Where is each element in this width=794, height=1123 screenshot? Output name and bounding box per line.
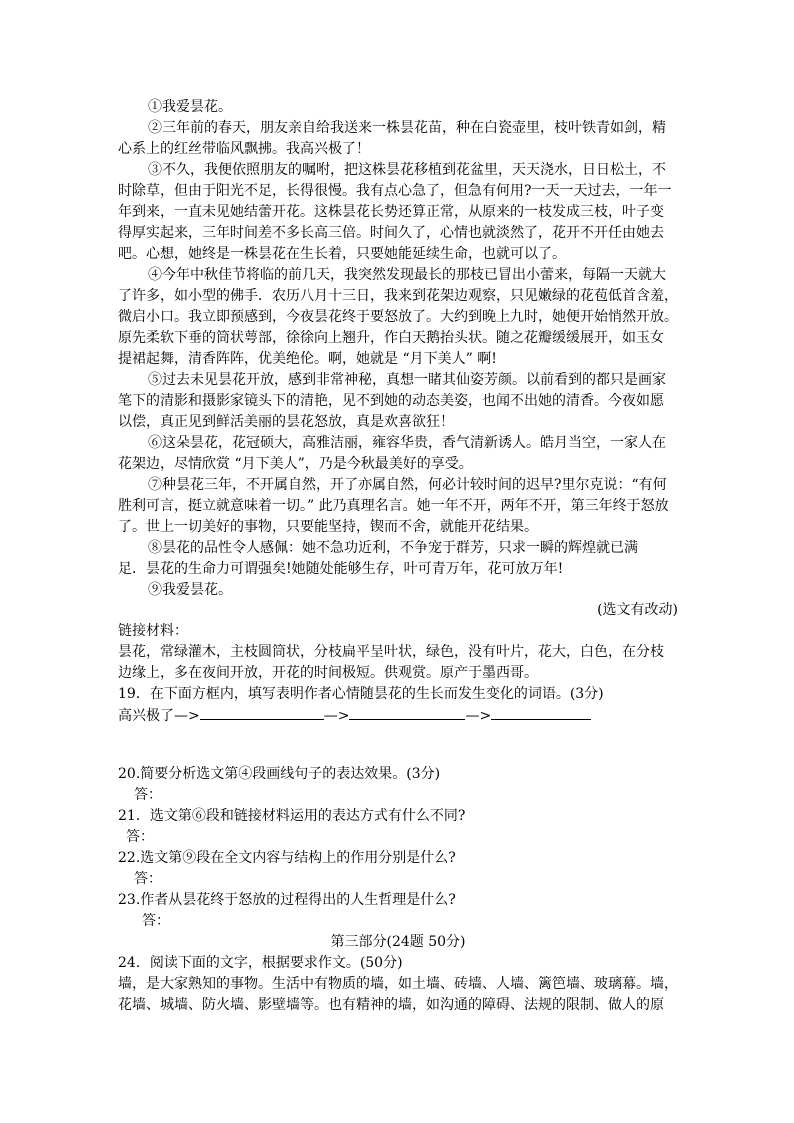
question-20-answer: 答： (134, 787, 162, 803)
paragraph-8-line-2: 足．昙花的生命力可谓强矣!她随处能够生存，叶可青万年，花可放万年! (118, 561, 564, 577)
link-material-label: 链接材料： (118, 623, 188, 639)
paragraph-4-line-2: 了许多，如小型的佛手．农历八月十三日，我来到花架边观察，只见嫩绿的花苞低首含羞， (118, 288, 678, 304)
part-3-heading: 第三部分(24题 50分) (330, 934, 466, 950)
question-23: 23.作者从昙花终于怒放的过程得出的人生哲理是什么? (118, 892, 456, 908)
link-material-line-1: 昙花，常绿灌木，主枝圆筒状，分枝扁平呈叶状，绿色，没有叶片，花大，白色，在分枝 (118, 644, 664, 660)
paragraph-5-line-1: ⑤过去未见昙花开放，感到非常神秘，真想一睹其仙姿芳颜。以前看到的都只是画家 (148, 372, 666, 388)
arrow-1: —> (323, 708, 350, 724)
paragraph-7-line-1: ⑦种昙花三年，不开属自然，开了亦属自然，何必计较时间的迟早?里尔克说：“有何 (148, 477, 667, 493)
arrow-2: —> (465, 708, 492, 724)
question-19: 19．在下面方框内，填写表明作者心情随昙花的生长而发生变化的词语。(3分) (118, 686, 604, 702)
paragraph-9: ⑨我爱昙花。 (148, 582, 232, 598)
source-note: (选文有改动) (597, 602, 678, 618)
paragraph-5-line-3: 以偿，真正见到鲜活美丽的昙花怒放，真是欢喜欲狂！ (118, 414, 454, 430)
paragraph-2-line-2: 心系上的红丝带临风飘拂。我高兴极了！ (118, 141, 370, 157)
question-23-answer: 答： (142, 913, 170, 929)
question-20: 20.简要分析选文第④段画线句子的表达效果。(3分) (118, 766, 441, 782)
paragraph-3-line-3: 年到来，一直未见她结蕾开花。这株昙花长势还算正常，从原来的一枝发成三枝，叶子变 (118, 204, 664, 220)
paragraph-6-line-1: ⑥这朵昙花，花冠硕大，高雅洁丽，雍容华贵，香气清新诱人。皓月当空，一家人在 (148, 435, 666, 451)
paragraph-8-line-1: ⑧昙花的品性令人感佩：她不急功近利，不争宠于群芳，只求一瞬的辉煌就已满 (148, 540, 638, 556)
paragraph-6-line-2: 花架边，尽情欣赏 “月下美人”，乃是今秋最美好的享受。 (118, 456, 473, 472)
paragraph-2-line-1: ②三年前的春天，朋友亲自给我送来一株昙花苗，种在白瓷壶里，枝叶铁青如剑，精 (148, 120, 666, 136)
paragraph-3-line-2: 时除草，但由于阳光不足，长得很慢。我有点心急了，但急有何用?一天一天过去，一年一 (118, 183, 672, 199)
answer-blank-1[interactable] (200, 705, 324, 720)
paragraph-4-line-1: ④今年中秋佳节将临的前几天，我突然发现最长的那枝已冒出小蕾来，每隔一天就大 (148, 267, 666, 283)
question-22: 22.选文第⑨段在全文内容与结构上的作用分别是什么? (118, 850, 456, 866)
paragraph-7-line-2: 胜利可言，挺立就意味着一切。” 此乃真理名言。她一年不开，两年不开，第三年终于怒放 (118, 498, 669, 514)
mood-start: 高兴极了—> (118, 708, 200, 724)
question-21-answer: 答： (126, 829, 154, 845)
question-24-line-2: 花墙、城墙、防火墙、影壁墙等。也有精神的墙，如沟通的障碍、法规的限制、做人的原 (118, 997, 664, 1013)
paragraph-7-line-3: 了。世上一切美好的事物，只要能坚持，锲而不舍，就能开花结果。 (118, 519, 538, 535)
question-24: 24．阅读下面的文字，根据要求作文。(50分) (118, 955, 403, 971)
paragraph-5-line-2: 笔下的清影和摄影家镜头下的清艳，见不到她的动态美姿，也闻不出她的清香。今夜如愿 (118, 393, 664, 409)
paragraph-4-line-3: 微启小口。我立即预感到，今夜昙花终于要怒放了。大约到晚上九时，她便开始悄然开放。 (118, 309, 678, 325)
paragraph-3-line-5: 吧。心想，她终是一株昙花在生长着，只要她能延续生命，也就可以了。 (118, 246, 566, 262)
paragraph-4-line-4: 原先柔软下垂的筒状萼部，徐徐向上翘升，作白天鹅抬头状。随之花瓣缓缓展开，如玉女 (118, 330, 664, 346)
paragraph-1: ①我爱昙花。 (148, 99, 232, 115)
paragraph-3-line-4: 得厚实起来，三年时间差不多长高三倍。时间久了，心情也就淡然了，花开不开任由她去 (118, 225, 664, 241)
link-material-line-2: 边缘上，多在夜间开放，开花的时间极短。供观赏。原产于墨西哥。 (118, 665, 538, 681)
question-21: 21．选文第⑥段和链接材料运用的表达方式有什么不同? (118, 808, 466, 824)
paragraph-3-line-1: ③不久，我便依照朋友的嘱咐，把这株昙花移植到花盆里，天天浇水，日日松土，不 (148, 162, 666, 178)
answer-blank-3[interactable] (491, 705, 591, 720)
question-22-answer: 答： (134, 871, 162, 887)
question-19-answer-row (118, 705, 678, 726)
question-24-line-1: 墙，是大家熟知的事物。生活中有物质的墙，如土墙、砖墙、人墙、篱笆墙、玻璃幕。墙， (118, 976, 678, 992)
answer-blank-2[interactable] (349, 705, 465, 720)
paragraph-4-line-5: 提裙起舞，清香阵阵，优美绝伦。啊，她就是 “月下美人” 啊! (118, 351, 497, 367)
